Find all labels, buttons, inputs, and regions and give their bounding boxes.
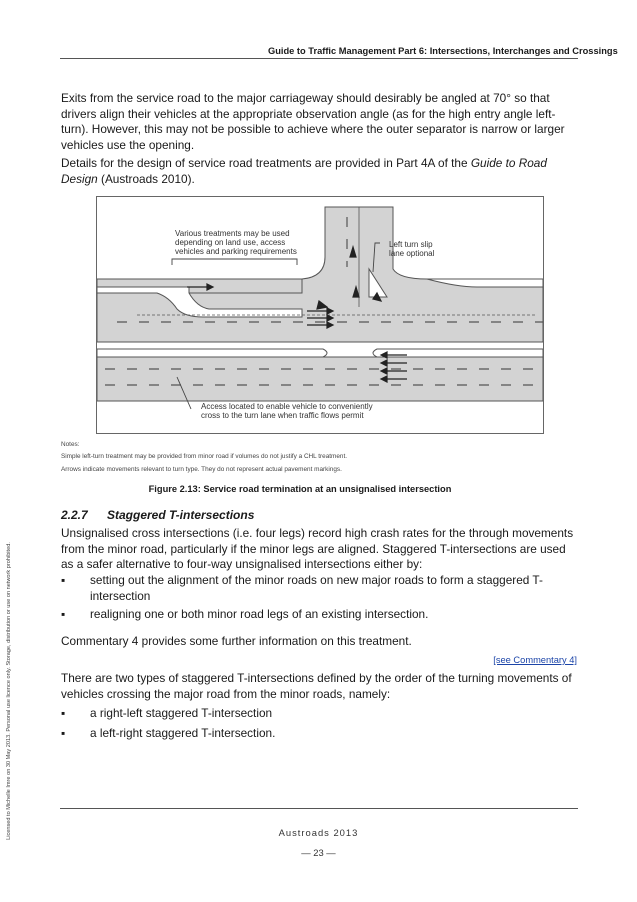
intersection-diagram (97, 197, 543, 433)
paragraph-two-types: There are two types of staggered T-intersections defined by the order of the turning movements of vehicles crossing the major road from the minor roads, namely: (61, 671, 572, 701)
guide-title-italic: Guide to Road Design (61, 156, 547, 186)
list-item-text: setting out the alignment of the minor roads on new major roads to form a staggered T-intersection (90, 573, 543, 603)
notes-line-1: Simple left-turn treatment may be provided from minor road if volumes do not justify a CHL treatment. (61, 453, 348, 460)
label-slip-2: lane optional (389, 249, 435, 258)
median-right (373, 349, 543, 357)
bullet-marker: ▪ (61, 706, 66, 720)
section-number: 2.2.7 (61, 508, 88, 522)
label-access-2: cross to the turn lane when traffic flows permit (201, 411, 364, 420)
list-item (61, 726, 577, 742)
paragraph-details-tail: (Austroads 2010). (97, 171, 195, 186)
commentary-link[interactable]: [see Commentary 4] (493, 655, 577, 665)
bullet-marker: ▪ (61, 607, 66, 621)
list-item-text: a right-left staggered T-intersection (90, 706, 273, 720)
section-heading (61, 508, 254, 522)
far-carriageway (97, 357, 543, 401)
paragraph-details-text: Details for the design of service road treatments are provided in Part 4A of the (61, 156, 471, 170)
section-title: Staggered T-intersections (107, 508, 255, 522)
paragraph-details (61, 156, 577, 187)
intersection-figure (96, 196, 544, 434)
paragraph-unsignalised: Unsignalised cross intersections (i.e. four legs) record high crash rates for the through movements from the minor road, particularly if the minor legs are aligned. Staggered T-intersections are used as a safer alternative to four-way unsignalised intersections either by: (61, 526, 574, 571)
label-treatments-1: Various treatments may be used (175, 229, 290, 238)
list-item (61, 607, 577, 623)
label-treatments-3: vehicles and parking requirements (175, 247, 297, 256)
bullet-marker: ▪ (61, 726, 66, 740)
running-header: Guide to Traffic Management Part 6: Intersections, Interchanges and Crossings (268, 46, 618, 56)
paragraph-commentary: Commentary 4 provides some further information on this treatment. (61, 634, 412, 648)
footer-publisher: Austroads 2013 (278, 827, 359, 838)
list-item-text: realigning one or both minor road legs of an existing intersection. (90, 607, 429, 621)
page-number: — 23 — (301, 847, 336, 858)
licence-sidebar: Licensed to Michelle Imre on 30 May 2013. Personal use licence only. Storage, distribution or use on network prohibited. (6, 542, 12, 840)
figure-caption: Figure 2.13: Service road termination at an unsignalised intersection (148, 484, 452, 494)
footer-rule (60, 808, 578, 809)
median-left (97, 349, 327, 357)
list-item (61, 573, 577, 604)
bullet-marker: ▪ (61, 573, 66, 587)
label-treatments-2: depending on land use, access (175, 238, 286, 247)
paragraph-exits: Exits from the service road to the major carriageway should desirably be angled at 70° so that drivers align their vehicles at the appropriate observation angle (as for the high entry angle left-turn). However, this may not be possible to achieve where the outer separator is narrow or larger vehicles use the opening. (61, 91, 565, 152)
label-access-1: Access located to enable vehicle to conveniently (201, 402, 373, 411)
list-item (61, 706, 577, 722)
header-rule (60, 58, 578, 59)
notes-heading: Notes: (61, 441, 80, 448)
list-item-text: a left-right staggered T-intersection. (90, 726, 276, 740)
label-slip-1: Left turn slip (389, 240, 433, 249)
notes-line-2: Arrows indicate movements relevant to turn type. They do not represent actual pavement markings. (61, 466, 342, 473)
